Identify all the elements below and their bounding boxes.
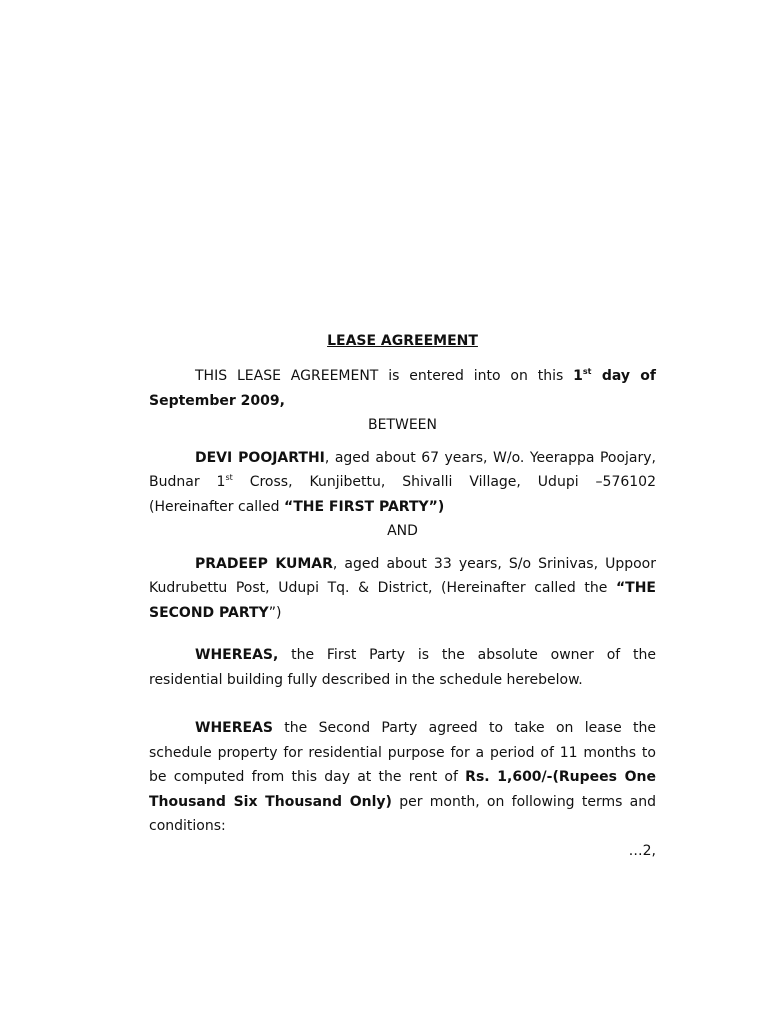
intro-day-superscript: st [582,367,592,376]
first-party-text: , aged about 67 years, W/o. Yeerappa Poojary, Budnar 1 [149,449,656,490]
second-party-close: ”) [268,604,282,621]
second-party-name: PRADEEP KUMAR [195,555,333,572]
second-party-paragraph [149,552,656,626]
and-heading: AND [387,523,418,539]
intro-day-number: 1 [573,368,583,384]
whereas-second-paragraph [149,716,656,839]
whereas-first-lead: WHEREAS, [195,647,279,663]
second-party-text: , aged about 33 years, S/o Srinivas, Uppoor Kudrubettu Post, Udupi Tq. & District, (Hereinafter called the [149,555,656,596]
first-party-paragraph [149,446,656,520]
first-party-label: “THE FIRST PARTY [284,498,429,515]
whereas-first-paragraph [149,643,656,692]
document-page [149,332,656,863]
whereas-second-text: the Second Party agreed to take on lease the schedule property for residential purpose for a period of 11 months to be computed from this day at the rent of [149,720,656,785]
whereas-first-text: the First Party is the absolute owner of the residential building fully described in the schedule herebelow. [149,647,656,688]
intro-text: THIS LEASE AGREEMENT is entered into on this [195,368,574,384]
first-party-close: ”) [428,498,445,515]
rent-amount: Rs. 1,600/-(Rupees One Thousand Six Thousand Only) [149,769,656,810]
intro-date: day of September 2009, [149,368,656,409]
page-continuation: …2, [628,842,656,859]
document-title: LEASE AGREEMENT [327,333,478,349]
first-party-superscript: st [225,473,233,482]
whereas-second-lead: WHEREAS [195,720,273,736]
intro-paragraph [149,364,656,413]
first-party-address: Cross, Kunjibettu, Shivalli Village, Udupi –576102 (Hereinafter called [149,474,656,515]
first-party-name: DEVI POOJARTHI [195,449,325,466]
whereas-second-terms: per month, on following terms and conditions: [149,793,657,834]
between-heading: BETWEEN [367,417,437,433]
second-party-label: “THE SECOND PARTY [149,580,656,621]
